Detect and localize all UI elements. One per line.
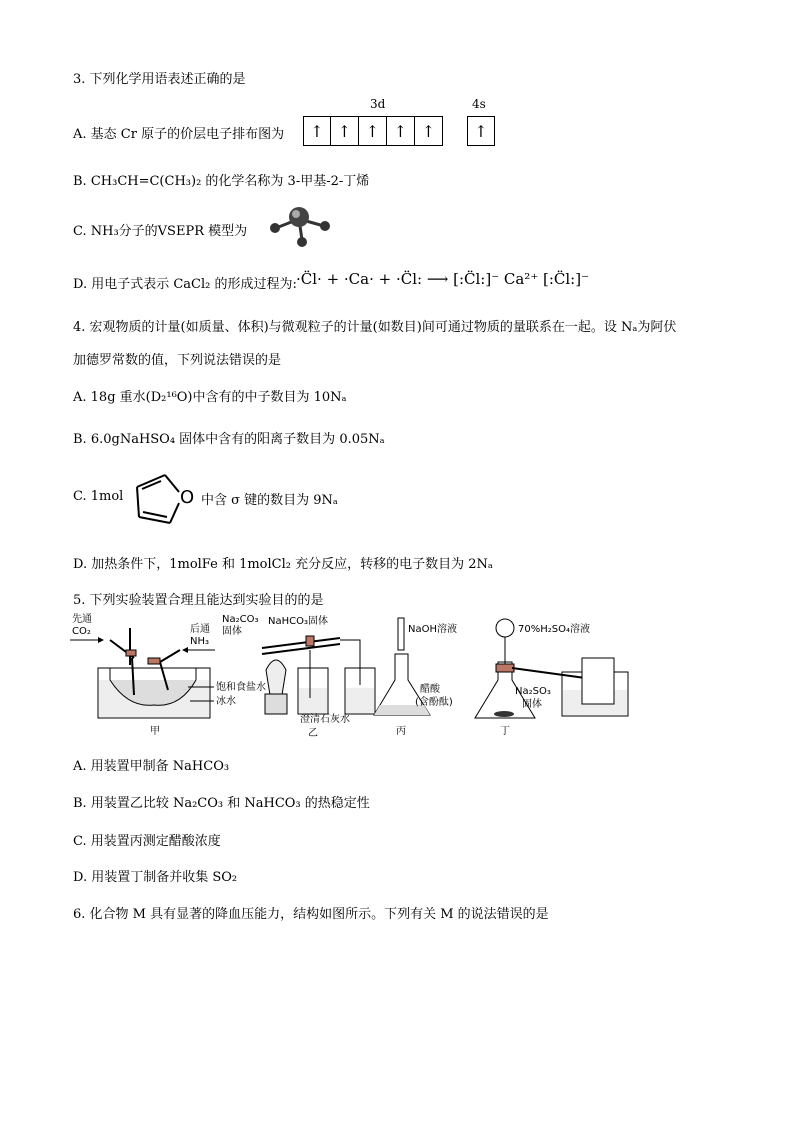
q5-option-b: B. 用装置乙比较 Na₂CO₃ 和 NaHCO₃ 的热稳定性 xyxy=(73,796,370,811)
label-naoh: NaOH溶液 xyxy=(408,624,457,635)
q3-option-c: C. NH₃分子的VSEPR 模型为 xyxy=(73,224,248,239)
q3-stem: 3. 下列化学用语表述正确的是 xyxy=(73,72,246,87)
label-first-pass: 先通 xyxy=(72,614,92,625)
cacl2-formation: ·C̈l· + ·Ca· + ·C̈l: ⟶ [:C̈l:]⁻ Ca²⁺ [:C̈l:]⁻ xyxy=(296,270,590,288)
label-limewater: 澄清石灰水 xyxy=(300,714,350,725)
label-yi: 乙 xyxy=(308,728,318,739)
orbital-diagram-3d xyxy=(303,116,443,148)
q3-option-a: A. 基态 Cr 原子的价层电子排布图为 xyxy=(73,127,285,142)
label-nh3: NH₃ xyxy=(190,636,210,647)
orbital-box: ↑ xyxy=(415,116,443,146)
label-h2so4: 70%H₂SO₄溶液 xyxy=(518,624,590,635)
orbital-box: ↑ xyxy=(331,116,359,146)
orbital-4s-label: 4s xyxy=(472,97,486,111)
q4-option-c-pre: C. 1mol xyxy=(73,489,124,504)
label-ding: 丁 xyxy=(500,726,510,737)
apparatus-ding xyxy=(475,619,628,737)
nh3-vsepr-model xyxy=(262,202,338,252)
q3-option-b: B. CH₃CH=C(CH₃)₂ 的化学名称为 3-甲基-2-丁烯 xyxy=(73,174,370,189)
label-solid-1: 固体 xyxy=(222,626,242,637)
q6-stem: 6. 化合物 M 具有显著的降血压能力，结构如图所示。下列有关 M 的说法错误的是 xyxy=(73,907,549,922)
orbital-box: ↑ xyxy=(303,116,331,146)
label-brine: 饱和食盐水 xyxy=(216,682,266,693)
q5-option-c: C. 用装置丙测定醋酸浓度 xyxy=(73,834,221,849)
q5-option-d: D. 用装置丁制备并收集 SO₂ xyxy=(73,870,238,885)
q3-option-d: D. 用电子式表示 CaCl₂ 的形成过程为: xyxy=(73,277,297,292)
orbital-box: ↑ xyxy=(467,116,495,146)
furan-structure xyxy=(125,465,205,535)
q4-option-b: B. 6.0gNaHSO₄ 固体中含有的阳离子数目为 0.05Nₐ xyxy=(73,432,385,447)
apparatus-yi xyxy=(222,614,375,739)
apparatus-figure xyxy=(70,610,630,740)
label-nahco3: NaHCO₃固体 xyxy=(268,616,328,627)
q4-stem-line1: 4. 宏观物质的计量(如质量、体积)与微观粒子的计量(如数目)间可通过物质的量联系在一起。设 Nₐ为阿伏 xyxy=(73,320,677,335)
label-jia: 甲 xyxy=(150,726,160,737)
label-na2so3: Na₂SO₃ xyxy=(515,686,551,697)
q4-option-a: A. 18g 重水(D₂¹⁶O)中含有的中子数目为 10Nₐ xyxy=(73,390,347,405)
label-solid-2: 固体 xyxy=(522,699,542,710)
apparatus-bing xyxy=(374,618,457,737)
label-acetic-acid: 醋酸 xyxy=(420,684,440,695)
q5-stem: 5. 下列实验装置合理且能达到实验目的的是 xyxy=(73,593,324,608)
orbital-box: ↑ xyxy=(359,116,387,146)
q4-option-d: D. 加热条件下，1molFe 和 1molCl₂ 充分反应，转移的电子数目为 2Nₐ xyxy=(73,557,493,572)
orbital-diagram-4s xyxy=(467,116,495,148)
orbital-box: ↑ xyxy=(387,116,415,146)
label-ice: 冰水 xyxy=(216,696,236,707)
label-phenolphthalein: (含酚酞) xyxy=(415,697,453,708)
label-na2co3: Na₂CO₃ xyxy=(222,614,259,625)
q4-stem-line2: 加德罗常数的值，下列说法错误的是 xyxy=(73,353,282,368)
q4-option-c-post: 中含 σ 键的数目为 9Nₐ xyxy=(201,493,338,508)
label-later-pass: 后通 xyxy=(190,624,210,635)
label-co2: CO₂ xyxy=(72,626,91,637)
q5-option-a: A. 用装置甲制备 NaHCO₃ xyxy=(73,759,230,774)
orbital-3d-label: 3d xyxy=(370,97,386,111)
label-bing: 丙 xyxy=(396,726,406,737)
furan-oxygen-label: O xyxy=(180,487,195,508)
